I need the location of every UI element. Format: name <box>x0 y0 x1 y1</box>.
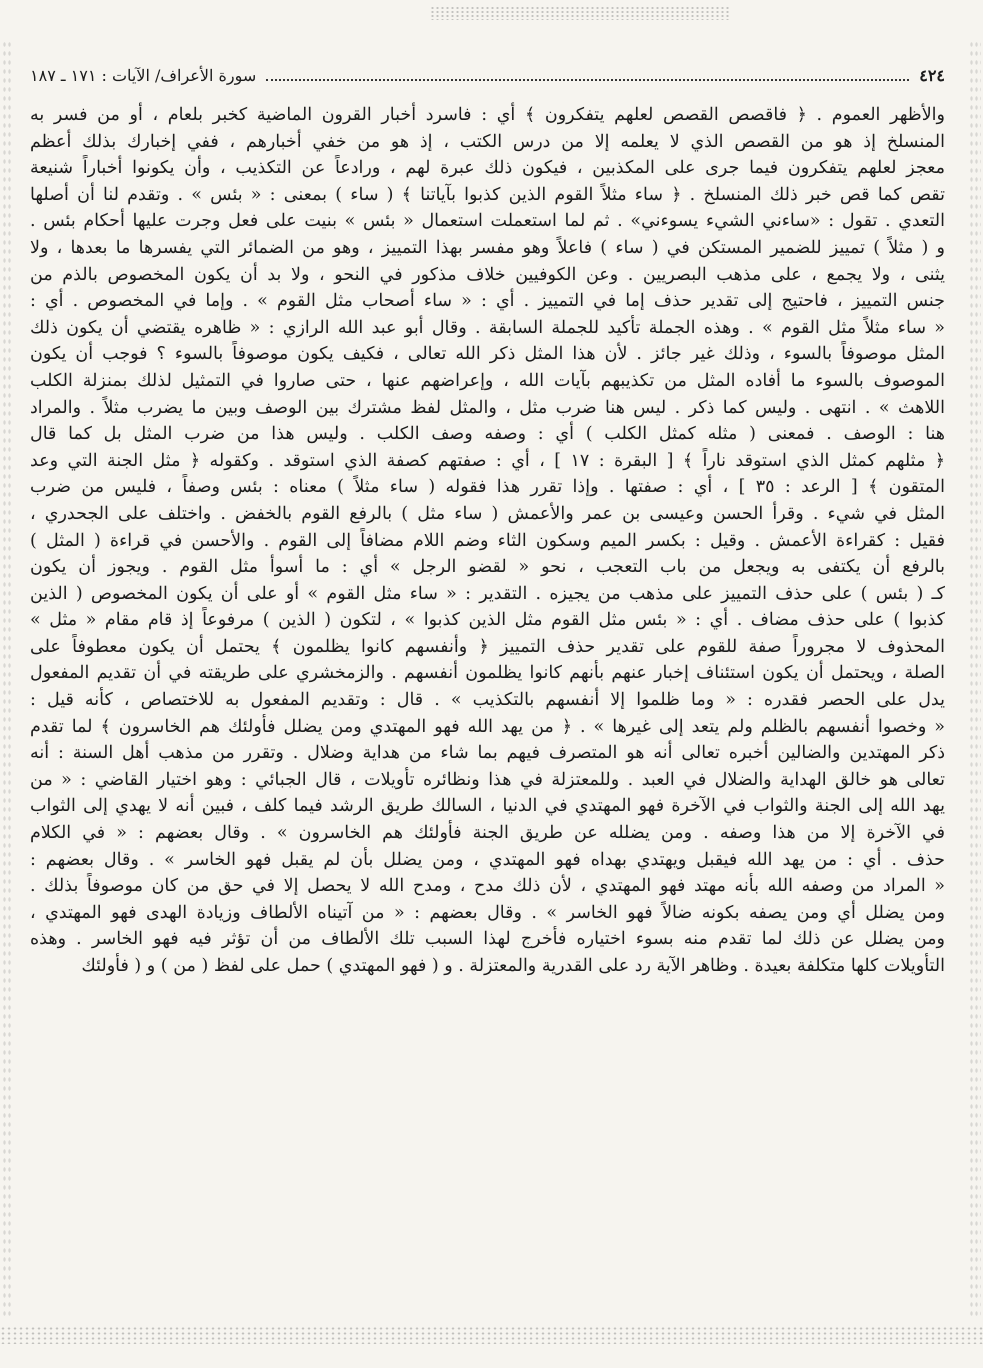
text-line: « وخصوا أنفسهم بالظلم ولم يتعد إلى غيرها » . ﴿ من يهد الله فهو المهتدي ومن يضلل فأولئك هم الخاسرون ﴾ لما تقدم <box>30 716 945 737</box>
text-line: كـ ( بئس ) على حذف التمييز على مذهب من يجيزه . التقدير : « ساء مثل القوم » أو على أن يكون المخصوص ( الذين <box>30 583 945 604</box>
text-line: والأظهر العموم . ﴿ فاقصص القصص لعلهم يتفكرون ﴾ أي : فاسرد أخبار القرون الماضية كخبر بلعام ، أو من فسر به <box>30 105 945 125</box>
text-line: هنا : الوصف . فمعنى ( مثله كمثل الكلب ) أي : وصفه وصف الكلب . وليس هذا من ضرب المثل بل كما قال <box>30 424 945 445</box>
scan-noise-left <box>2 40 12 1320</box>
text-line: معجز لعلهم يتفكرون فيما جرى على المكذبين ، فيكون ذلك عبرة لهم ، ورادعاً عن التكذيب ، وأن يكونوا أخباراً شنيعة <box>30 158 945 179</box>
text-line: المثل في شيء . وقرأ الحسن وعيسى بن عمر والأعمش ( ساء مثل ) بالرفع القوم بالخفض . واختلف على الجحدري ، <box>30 503 945 524</box>
text-line: « المراد من وصفه الله بأنه مهتد فهو المهتدي ، لأن ذلك مدح ، ومدح الله لا يحصل إلا في حق من كان موصوفاً بذلك . <box>30 876 945 897</box>
text-line: كذبوا ) على حذف مضاف . أي : « بئس مثل القوم مثل الذين كذبوا » ، لتكون ( الذين ) مرفوعاً إذ قام مقام « مثل » <box>30 610 945 631</box>
text-line: المحذوف لا مجروراً صفة للقوم على تقدير حذف التمييز ﴿ وأنفسهم كانوا يظلمون ﴾ يحتمل أن يكون معطوفاً على <box>30 636 945 657</box>
text-line: ﴿ مثلهم كمثل الذي استوقد ناراً ﴾ [ البقرة : ١٧ ] ، أي : صفتهم كصفة الذي استوقد . وكقوله ﴿ مثل الجنة التي وعد <box>30 450 945 471</box>
text-line: و ( مثلاً ) تمييز للضمير المستكن في ( ساء ) فاعلاً وهو مفسر بهذا التمييز ، وهو من الضمائر التي يفسرها ما بعدها ، ولا <box>30 237 945 258</box>
text-line: ومن يضلل عن ذلك لما تقدم منه بسوء اختياره فأخرج لهذا السبب تلك الألطاف من أن تؤثر فيه فهو الخاسر . وهذه <box>30 929 945 950</box>
scan-noise-right <box>969 40 981 1320</box>
text-line: يدل على الحصر فقدره : « وما ظلموا إلا أنفسهم بالتكذيب » . قال : وتقديم المفعول به للاختصاص ، كأنه قيل : <box>30 690 945 711</box>
text-line: اللاهث » . انتهى . وليس كما ذكر . ليس هنا ضرب مثل ، والمثل لفظ مشترك بين الوصف وبين ما يضرب مثلاً . والمراد <box>30 397 945 418</box>
text-line: بالرفع أن يكتفى به ويجعل من باب التعجب ، نحو « لقضو الرجل » أي : ما أسوأ مثل القوم . ويجوز أن يكون <box>30 557 945 578</box>
scan-noise-bottom <box>0 1326 983 1344</box>
text-line: ومن يضلل أي ومن يصفه بكونه ضالاً فهو الخاسر » . وقال بعضهم : « من آتيناه الألطاف وزيادة الهدى فهو المهتدي ، <box>30 902 945 923</box>
page-header <box>30 60 945 90</box>
text-line: يثنى ، ولا يجمع ، على مذهب البصريين . وعن الكوفيين خلاف مذكور في النحو ، ولا بد أن يكون المخصوص بالذم من <box>30 264 945 285</box>
header-dotted-leader <box>266 77 909 81</box>
text-line: فقيل : كقراءة الأعمش . وقيل : بكسر الميم وسكون الثاء وضم اللام مضافاً إلى القوم . والأحسن في قراءة ( المثل ) <box>30 530 945 551</box>
text-line: يهد الله إلى الجنة والثواب في الآخرة فهو المهتدي في الدنيا ، السالك طريق الرشد فيما كلف ، فبين أنه لا يهدي إلى الثواب <box>30 796 945 817</box>
text-line: في الآخرة إلا من هذا وصفه . ومن يضلله عن طريق الجنة فأولئك هم الخاسرون » . وقال بعضهم : « في الكلام <box>30 823 945 844</box>
page-body <box>30 102 945 1262</box>
text-line: « ساء مثلاً مثل القوم » . وهذه الجملة تأكيد للجملة السابقة . وقال أبو عبد الله الرازي : « ظاهره يقتضي أن يكون ذلك <box>30 317 945 338</box>
text-line: جنس التمييز ، فاحتيج إلى تقدير حذف إما في التمييز . أي : « ساء أصحاب مثل القوم » . وإما في المخصوص . أي : <box>30 291 945 312</box>
header-title: سورة الأعراف/ الآيات : ١٧١ ـ ١٨٧ <box>30 65 257 85</box>
text-line: تعالى هو خالق الهداية والضلال في العبد . وللمعتزلة في هذا ونظائره تأويلات ، قال الجبائي : وهو اختيار القاضي : « من <box>30 769 945 790</box>
text-line: حذف . أي : من يهد الله فيقبل ويهتدي بهداه فهو المهتدي ، ومن يضلل بأن لم يقبل فهو الخاسر » . وقال بعضهم : <box>30 849 945 870</box>
page-number: ٤٢٤ <box>919 65 945 85</box>
text-line: التعدي . تقول : «ساءني الشيء يسوءني» . ثم لما استعملت استعمال « بئس » بنيت على فعل وجرت عليها أحكام بئس . <box>30 211 945 232</box>
text-line: الموصوف بالسوء ما أفاده المثل من تكذيبهم بآيات الله ، وإعراضهم عنها ، حتى صاروا في التمثيل لذلك بمنزلة الكلب <box>30 370 945 391</box>
text-line: ذكر المهتدين والضالين أخبره تعالى أنه هو المتصرف فيهم بما شاء من هداية وضلال . وتقرر من مذهب أهل السنة : أنه <box>30 743 945 764</box>
text-line: تقص كما قص خبر ذلك المنسلخ . ﴿ ساء مثلاً القوم الذين كذبوا بآياتنا ﴾ ( ساء ) بمعنى : « بئس » . وتقدم لنا أن أصلها <box>30 184 945 205</box>
text-line: المثل موصوفاً بالسوء ، وذلك غير جائز . لأن هذا المثل ذكر الله تعالى ، فكيف يكون موصوفاً بالسوء ؟ فوجب أن يكون <box>30 344 945 365</box>
text-line: المتقون ﴾ [ الرعد : ٣٥ ] ، أي : صفتها . وإذا تقرر هذا فقوله ( ساء مثلاً ) معناه : بئس وصفاً ، فليس من ضرب <box>30 477 945 498</box>
text-line: التأويلات كلها متكلفة بعيدة . وظاهر الآية رد على القدرية والمعتزلة . و ( فهو المهتدي ) حمل على لفظ ( من ) و ( فأولئك <box>81 956 945 976</box>
text-line: المنسلخ إذ هو من القصص الذي لا يعلمه إلا من درس الكتب ، إذ هو من خفي أخبارهم ، ففي إخبارك بذلك أعظم <box>30 131 945 152</box>
text-line: الصلة ، ويحتمل أن يكون استئناف إخبار عنهم بأنهم كانوا يظلمون أنفسهم . والزمخشري على طريقته في أن تقديم المفعول <box>30 663 945 684</box>
scan-noise-top <box>430 6 730 20</box>
